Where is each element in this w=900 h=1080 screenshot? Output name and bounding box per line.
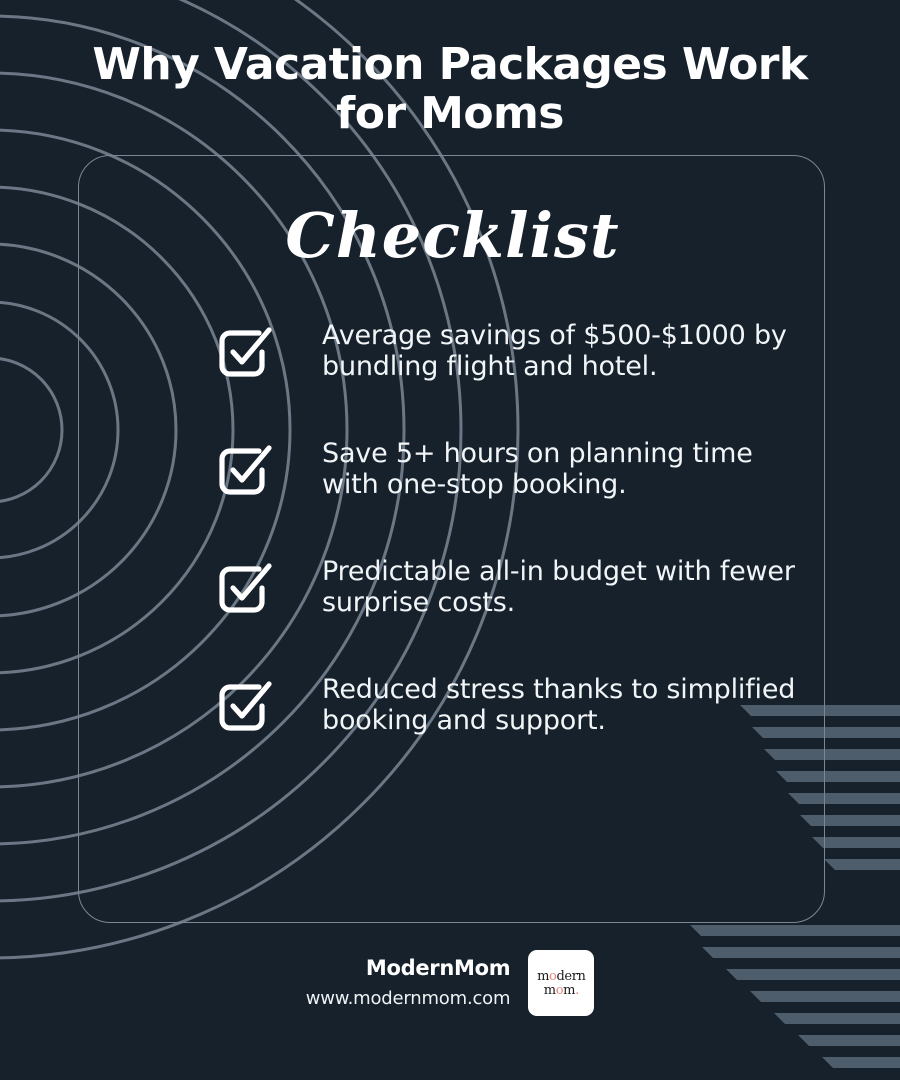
brand-url[interactable]: www.modernmom.com bbox=[305, 987, 511, 1009]
logo-o-2: o bbox=[555, 982, 564, 998]
modernmom-logo bbox=[528, 950, 594, 1016]
checkbox-checked-icon bbox=[214, 675, 276, 737]
logo-dot: . bbox=[575, 982, 579, 998]
checklist-item bbox=[214, 673, 814, 737]
checkbox-checked-icon bbox=[214, 439, 276, 501]
logo-line-2 bbox=[544, 984, 579, 997]
checklist-items bbox=[214, 319, 814, 737]
logo-line-1 bbox=[537, 970, 585, 983]
checklist-item bbox=[214, 319, 814, 383]
logo-m-3: m bbox=[563, 982, 576, 998]
checklist-item bbox=[214, 437, 814, 501]
page-title-line-2: for Moms bbox=[336, 88, 564, 139]
logo-o-1: o bbox=[549, 968, 557, 984]
page-title-line-1: Why Vacation Packages Work bbox=[92, 39, 808, 90]
checkbox-checked-icon bbox=[214, 321, 276, 383]
checklist-item-text: Reduced stress thanks to simplified booking and support. bbox=[322, 674, 796, 736]
footer-text-block bbox=[306, 955, 511, 1012]
logo-m-2: m bbox=[543, 982, 556, 998]
checklist-item-text: Save 5+ hours on planning time with one-stop booking. bbox=[322, 438, 753, 500]
logo-m-1: m bbox=[537, 968, 550, 984]
footer-branding bbox=[0, 950, 900, 1016]
checklist-heading: Checklist bbox=[285, 199, 620, 272]
logo-dern: dern bbox=[556, 968, 586, 984]
page-title bbox=[0, 40, 900, 138]
checklist-card bbox=[78, 155, 825, 923]
checklist-item-text: Average savings of $500-$1000 by bundling flight and hotel. bbox=[322, 320, 787, 382]
checklist-item bbox=[214, 555, 814, 619]
brand-name: ModernMom bbox=[365, 955, 511, 980]
checklist-item-text: Predictable all-in budget with fewer surprise costs. bbox=[322, 556, 795, 618]
checkbox-checked-icon bbox=[214, 557, 276, 619]
